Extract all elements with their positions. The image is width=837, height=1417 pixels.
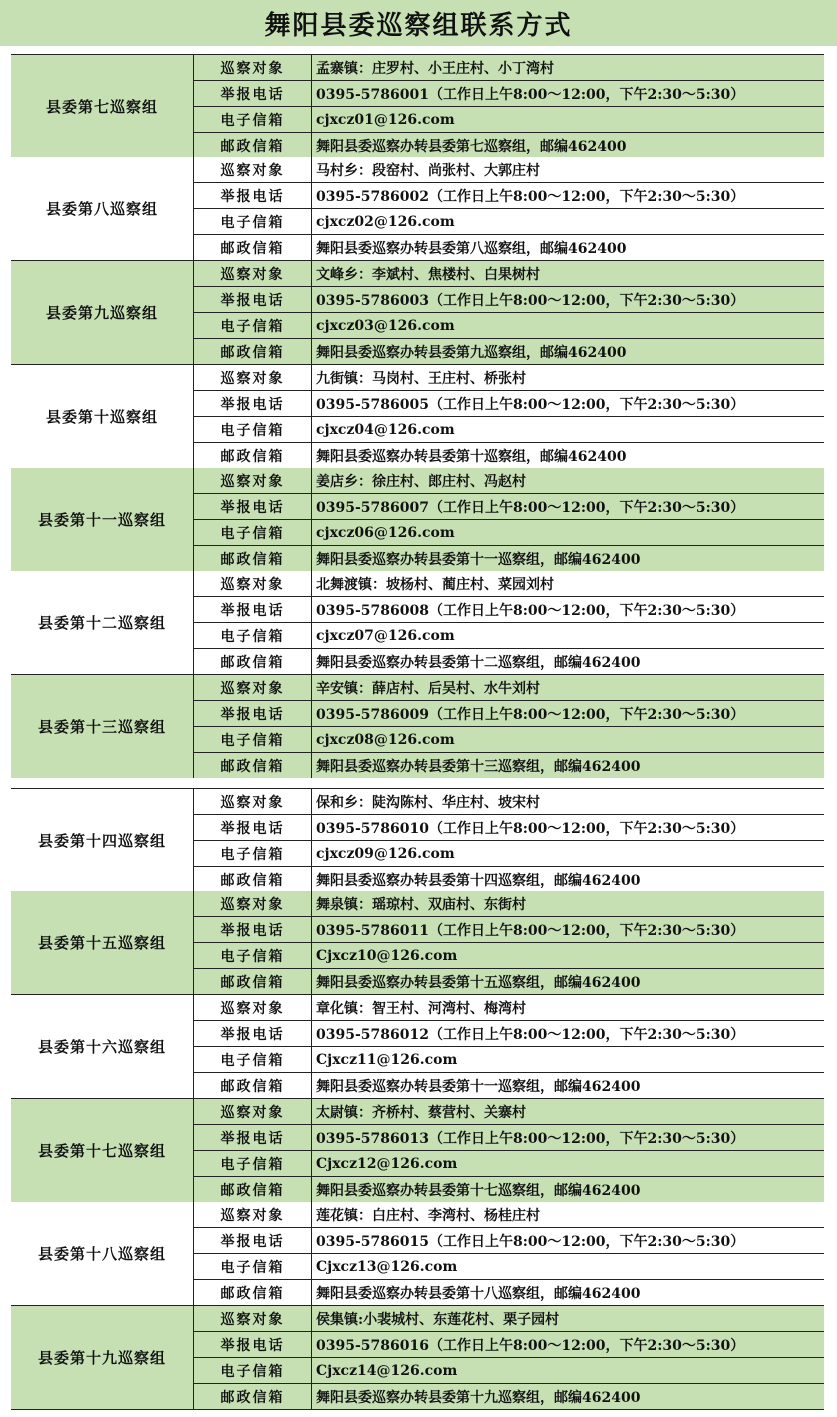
row-label-email: 电子信箱 [194,841,312,866]
contact-row-post [194,1279,824,1305]
row-value-target: 侯集镇:小裴城村、东莲花村、栗子园村 [316,1311,560,1328]
row-label-email: 电子信箱 [194,313,312,338]
inspection-group [11,54,824,159]
row-label-target: 巡察对象 [194,468,312,493]
row-label-post: 邮政信箱 [194,1384,312,1409]
group-name: 县委第十巡察组 [11,365,194,468]
row-label-phone: 举报电话 [194,1228,312,1253]
row-value-target: 舞泉镇：瑶琼村、双庙村、东街村 [316,896,526,913]
row-value-email[interactable]: cjxcz03@126.com [316,317,455,334]
row-value-email[interactable]: cjxcz07@126.com [316,627,455,644]
row-value-phone: 0395-5786005（工作日上午8:00～12:00，下午2:30～5:30） [316,396,745,413]
contact-row-email [194,622,824,648]
row-value-email[interactable]: cjxcz04@126.com [316,421,455,438]
inspection-group [11,891,824,995]
row-value-post: 舞阳县委巡察办转县委第十二巡察组，邮编462400 [316,654,641,671]
row-value-phone: 0395-5786012（工作日上午8:00～12:00，下午2:30～5:30） [316,1026,745,1043]
row-label-target: 巡察对象 [194,571,312,596]
row-label-target: 巡察对象 [194,1099,312,1124]
contact-row-post [194,234,824,260]
row-value-phone: 0395-5786008（工作日上午8:00～12:00，下午2:30～5:30） [316,602,745,619]
contact-row-target [194,261,824,286]
row-label-target: 巡察对象 [194,891,312,916]
row-label-phone: 举报电话 [194,391,312,416]
row-value-post: 舞阳县委巡察办转县委第十七巡察组，邮编462400 [316,1182,641,1199]
row-value-email[interactable]: Cjxcz14@126.com [316,1362,458,1379]
row-value-target: 马村乡：段窑村、尚张村、大郭庄村 [316,162,540,179]
row-label-target: 巡察对象 [194,675,312,700]
contact-row-post [194,132,824,158]
row-label-post: 邮政信箱 [194,649,312,674]
contact-row-post [194,1383,824,1409]
row-label-email: 电子信箱 [194,943,312,968]
row-label-email: 电子信箱 [194,520,312,545]
row-value-phone: 0395-5786016（工作日上午8:00～12:00，下午2:30～5:30） [316,1337,745,1354]
group-name: 县委第十八巡察组 [11,1202,194,1305]
contact-row-email [194,519,824,545]
row-label-phone: 举报电话 [194,701,312,726]
row-label-phone: 举报电话 [194,287,312,312]
section-gap [0,778,837,788]
row-label-post: 邮政信箱 [194,443,312,468]
row-value-post: 舞阳县委巡察办转县委第十九巡察组，邮编462400 [316,1389,641,1406]
row-value-email[interactable]: cjxcz01@126.com [316,111,455,128]
inspection-group [11,995,824,1099]
contact-row-phone [194,493,824,519]
inspection-group [11,261,824,365]
contact-row-target [194,1306,824,1331]
row-value-target: 莲花镇：白庄村、李湾村、杨桂庄村 [316,1207,540,1224]
contact-row-email [194,1253,824,1279]
row-label-email: 电子信箱 [194,1047,312,1072]
contact-row-phone [194,390,824,416]
row-label-phone: 举报电话 [194,1125,312,1150]
inspection-group [11,788,824,893]
inspection-group [11,571,824,675]
row-label-post: 邮政信箱 [194,1073,312,1098]
inspection-group [11,675,824,779]
row-label-post: 邮政信箱 [194,867,312,892]
inspection-group [11,1306,824,1410]
contact-row-target [194,789,824,814]
contact-row-post [194,1072,824,1098]
row-label-phone: 举报电话 [194,81,312,106]
contact-row-post [194,648,824,674]
contact-row-target [194,675,824,700]
contact-row-email [194,106,824,132]
inspection-group [11,157,824,261]
contact-row-phone [194,182,824,208]
row-label-post: 邮政信箱 [194,1177,312,1202]
row-value-email[interactable]: cjxcz09@126.com [316,845,455,862]
row-value-email[interactable]: Cjxcz12@126.com [316,1155,458,1172]
contact-row-phone [194,596,824,622]
row-value-post: 舞阳县委巡察办转县委第十三巡察组，邮编462400 [316,758,641,775]
row-value-post: 舞阳县委巡察办转县委第七巡察组，邮编462400 [316,138,627,155]
row-value-target: 北舞渡镇：坡杨村、蔺庄村、菜园刘村 [316,576,554,593]
row-value-post: 舞阳县委巡察办转县委第八巡察组，邮编462400 [316,240,627,257]
contact-row-email [194,1046,824,1072]
row-value-target: 孟寨镇：庄罗村、小王庄村、小丁湾村 [316,60,554,77]
row-label-post: 邮政信箱 [194,546,312,571]
row-label-email: 电子信箱 [194,209,312,234]
contact-row-phone [194,1124,824,1150]
row-value-phone: 0395-5786011（工作日上午8:00～12:00，下午2:30～5:30） [316,922,745,939]
row-value-post: 舞阳县委巡察办转县委第十巡察组，邮编462400 [316,448,627,465]
row-value-phone: 0395-5786009（工作日上午8:00～12:00，下午2:30～5:30） [316,706,745,723]
row-label-target: 巡察对象 [194,365,312,390]
row-label-post: 邮政信箱 [194,133,312,158]
contact-row-phone [194,286,824,312]
contact-row-email [194,1357,824,1383]
contact-row-target [194,891,824,916]
row-value-target: 保和乡：陡沟陈村、华庄村、坡宋村 [316,794,540,811]
row-value-target: 章化镇：智王村、河湾村、梅湾村 [316,1000,526,1017]
contact-row-target [194,468,824,493]
group-name: 县委第十一巡察组 [11,468,194,571]
row-value-phone: 0395-5786015（工作日上午8:00～12:00，下午2:30～5:30） [316,1233,745,1250]
row-value-email[interactable]: Cjxcz10@126.com [316,947,458,964]
group-name: 县委第十六巡察组 [11,995,194,1098]
row-label-post: 邮政信箱 [194,969,312,994]
row-label-target: 巡察对象 [194,789,312,814]
row-label-post: 邮政信箱 [194,235,312,260]
contact-row-target [194,995,824,1020]
row-label-phone: 举报电话 [194,597,312,622]
inspection-group [11,1202,824,1306]
contact-row-post [194,1176,824,1202]
row-label-post: 邮政信箱 [194,339,312,364]
contact-row-phone [194,80,824,106]
contact-row-phone [194,1331,824,1357]
row-label-email: 电子信箱 [194,417,312,442]
row-label-target: 巡察对象 [194,1306,312,1331]
contact-row-post [194,866,824,892]
row-label-target: 巡察对象 [194,55,312,80]
row-value-post: 舞阳县委巡察办转县委第十一巡察组，邮编462400 [316,1078,641,1095]
contact-row-email [194,726,824,752]
row-label-email: 电子信箱 [194,1358,312,1383]
contact-row-target [194,157,824,182]
row-label-email: 电子信箱 [194,727,312,752]
inspection-group [11,1099,824,1203]
row-value-target: 姜店乡：徐庄村、郎庄村、冯赵村 [316,473,526,490]
row-value-post: 舞阳县委巡察办转县委第十八巡察组，邮编462400 [316,1285,641,1302]
row-value-email[interactable]: Cjxcz13@126.com [316,1258,458,1275]
row-value-phone: 0395-5786002（工作日上午8:00～12:00，下午2:30～5:30） [316,188,745,205]
group-name: 县委第十四巡察组 [11,789,194,892]
contact-row-post [194,968,824,994]
contact-row-email [194,208,824,234]
contact-row-post [194,338,824,364]
group-name: 县委第七巡察组 [11,55,194,158]
row-value-post: 舞阳县委巡察办转县委第十四巡察组，邮编462400 [316,872,641,889]
group-name: 县委第十二巡察组 [11,571,194,674]
group-name: 县委第十七巡察组 [11,1099,194,1202]
row-value-target: 文峰乡：李斌村、焦楼村、白果树村 [316,266,540,283]
group-name: 县委第九巡察组 [11,261,194,364]
row-label-post: 邮政信箱 [194,1280,312,1305]
row-label-target: 巡察对象 [194,995,312,1020]
row-value-phone: 0395-5786003（工作日上午8:00～12:00，下午2:30～5:30） [316,292,745,309]
row-label-target: 巡察对象 [194,157,312,182]
row-value-email[interactable]: cjxcz08@126.com [316,731,455,748]
contact-row-target [194,365,824,390]
row-label-phone: 举报电话 [194,494,312,519]
row-label-post: 邮政信箱 [194,753,312,778]
row-label-phone: 举报电话 [194,1332,312,1357]
row-value-phone: 0395-5786010（工作日上午8:00～12:00，下午2:30～5:30） [316,820,745,837]
contact-row-email [194,416,824,442]
row-label-email: 电子信箱 [194,107,312,132]
row-label-target: 巡察对象 [194,261,312,286]
row-value-email[interactable]: cjxcz02@126.com [316,213,455,230]
contact-row-phone [194,1227,824,1253]
inspection-group [11,468,824,572]
row-label-phone: 举报电话 [194,917,312,942]
row-label-target: 巡察对象 [194,1202,312,1227]
contact-row-phone [194,1020,824,1046]
contact-row-phone [194,814,824,840]
contact-row-target [194,55,824,80]
contact-row-post [194,545,824,571]
contact-row-email [194,942,824,968]
group-name: 县委第八巡察组 [11,157,194,260]
row-label-phone: 举报电话 [194,1021,312,1046]
row-value-target: 辛安镇：薛店村、后吴村、水牛刘村 [316,680,540,697]
inspection-group [11,365,824,469]
row-value-email[interactable]: Cjxcz11@126.com [316,1051,458,1068]
row-value-post: 舞阳县委巡察办转县委第十一巡察组，邮编462400 [316,551,641,568]
row-value-post: 舞阳县委巡察办转县委第十五巡察组，邮编462400 [316,974,641,991]
group-name: 县委第十九巡察组 [11,1306,194,1409]
row-value-target: 九街镇：马岗村、王庄村、桥张村 [316,370,526,387]
row-label-email: 电子信箱 [194,623,312,648]
row-value-phone: 0395-5786013（工作日上午8:00～12:00，下午2:30～5:30） [316,1130,745,1147]
contact-row-post [194,442,824,468]
row-label-phone: 举报电话 [194,815,312,840]
row-label-phone: 举报电话 [194,183,312,208]
contact-row-phone [194,916,824,942]
row-label-email: 电子信箱 [194,1254,312,1279]
contact-row-target [194,1202,824,1227]
row-value-phone: 0395-5786007（工作日上午8:00～12:00，下午2:30～5:30） [316,499,745,516]
row-value-phone: 0395-5786001（工作日上午8:00～12:00，下午2:30～5:30） [316,86,745,103]
contact-row-target [194,1099,824,1124]
row-value-email[interactable]: cjxcz06@126.com [316,524,455,541]
contact-row-post [194,752,824,778]
group-name: 县委第十五巡察组 [11,891,194,994]
contact-row-target [194,571,824,596]
contact-row-email [194,840,824,866]
contact-row-phone [194,700,824,726]
row-value-target: 太尉镇：齐桥村、蔡营村、关寨村 [316,1104,526,1121]
group-name: 县委第十三巡察组 [11,675,194,778]
row-value-post: 舞阳县委巡察办转县委第九巡察组，邮编462400 [316,344,627,361]
row-label-email: 电子信箱 [194,1151,312,1176]
page-title: 舞阳县委巡察组联系方式 [0,0,837,46]
contact-row-email [194,1150,824,1176]
contact-row-email [194,312,824,338]
